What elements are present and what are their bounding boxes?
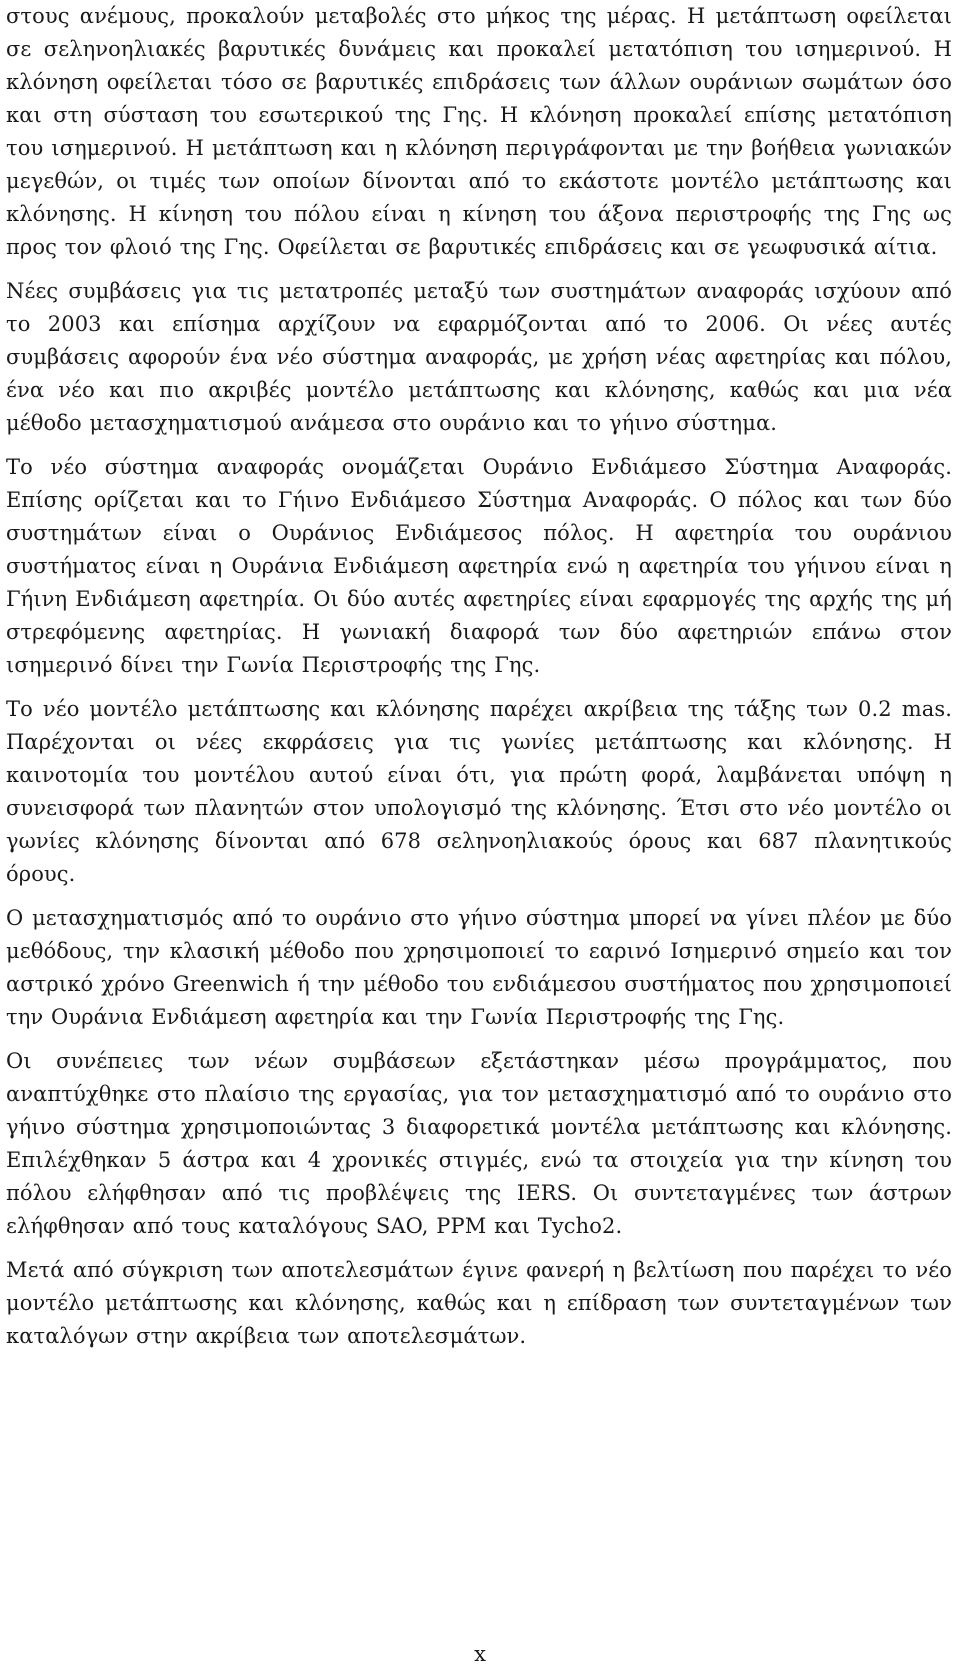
paragraph-new-conventions: Νέες συμβάσεις για τις μετατροπές μεταξύ των συστημάτων αναφοράς ισχύουν από το 2003 και επίσημα αρχίζουν να εφαρμόζονται από το 2006. Οι νέες αυτές συμβάσεις αφορούν ένα νέο σύστημα αναφοράς, με χρήση νέας αφετηρίας και πόλου, ένα νέο και πιο ακριβές μοντέλο μετάπτωσης και κλόνησης, καθώς και μια νέα μέθοδο μετασχηματισμού ανάμεσα στο ουράνιο και το γήινο σύστημα. [6,279,952,435]
paragraph-earth-rotation-effects: στους ανέμους, προκαλούν μεταβολές στο μήκος της μέρας. Η μετάπτωση οφείλεται σε σεληνοηλιακές βαρυτικές δυνάμεις και προκαλεί μετατόπιση του ισημερινού. Η κλόνηση οφείλεται τόσο σε βαρυτικές επιδράσεις των άλλων ουράνιων σωμάτων όσο και στη σύσταση του εσωτερικού της Γης. Η κλόνηση προκαλεί επίσης μετατόπιση του ισημερινού. Η μετάπτωση και η κλόνηση περιγράφονται με την βοήθεια γωνιακών μεγεθών, οι τιμές των οποίων δίνονται από το εκάστοτε μοντέλο μετάπτωσης και κλόνησης. Η κίνηση του πόλου είναι η κίνηση του άξονα περιστροφής της Γης ως προς τον φλοιό της Γης. Οφείλεται σε βαρυτικές επιδράσεις και σε γεωφυσικά αίτια. [6,4,952,259]
page-number: x [474,1642,486,1666]
document-body [6,0,952,1364]
paragraph-intermediate-reference-system: Το νέο σύστημα αναφοράς ονομάζεται Ουράνιο Ενδιάμεσο Σύστημα Αναφοράς. Επίσης ορίζεται και το Γήινο Ενδιάμεσο Σύστημα Αναφοράς. Ο πόλος και των δύο συστημάτων είναι ο Ουράνιος Ενδιάμεσος πόλος. Η αφετηρία του ουράνιου συστήματος είναι η Ουράνια Ενδιάμεση αφετηρία ενώ η αφετηρία του γήινου είναι η Γήινη Ενδιάμεση αφετηρία. Οι δύο αυτές αφετηρίες είναι εφαρμογές της αρχής της μή στρεφόμενης αφετηρίας. Η γωνιακή διαφορά των δύο αφετηριών επάνω στον ισημερινό δίνει την Γωνία Περιστροφής της Γης. [6,455,952,677]
paragraph-precession-nutation-model: Το νέο μοντέλο μετάπτωσης και κλόνησης παρέχει ακρίβεια της τάξης των 0.2 mas. Παρέχονται οι νέες εκφράσεις για τις γωνίες μετάπτωσης και κλόνησης. Η καινοτομία του μοντέλου αυτού είναι ότι, για πρώτη φορά, λαμβάνεται υπόψη η συνεισφορά των πλανητών στον υπολογισμό της κλόνησης. Έτσι στο νέο μοντέλο οι γωνίες κλόνησης δίνονται από 678 σεληνοηλιακούς όρους και 687 πλανητικούς όρους. [6,697,952,886]
paragraph-transformation-methods: Ο μετασχηματισμός από το ουράνιο στο γήινο σύστημα μπορεί να γίνει πλέον με δύο μεθόδους, την κλασική μέθοδο που χρησιμοποιεί το εαρινό Ισημερινό σημείο και τον αστρικό χρόνο Greenwich ή την μέθοδο του ενδιάμεσου συστήματος που χρησιμοποιεί την Ουράνια Ενδιάμεση αφετηρία και την Γωνία Περιστροφής της Γης. [6,906,952,1029]
paragraph-program-evaluation: Οι συνέπειες των νέων συμβάσεων εξετάστηκαν μέσω προγράμματος, που αναπτύχθηκε στο πλαίσιο της εργασίας, για τον μετασχηματισμό από το ουράνιο στο γήινο σύστημα χρησιμοποιώντας 3 διαφορετικά μοντέλα μετάπτωσης και κλόνησης. Επιλέχθηκαν 5 άστρα και 4 χρονικές στιγμές, ενώ τα στοιχεία για την κίνηση του πόλου ελήφθησαν από τις προβλέψεις της IERS. Οι συντεταγμένες των άστρων ελήφθησαν από τους καταλόγους SAO, PPM και Tycho2. [6,1049,952,1238]
paragraph-conclusion: Μετά από σύγκριση των αποτελεσμάτων έγινε φανερή η βελτίωση που παρέχει το νέο μοντέλο μετάπτωσης και κλόνησης, καθώς και η επίδραση των συντεταγμένων των καταλόγων στην ακρίβεια των αποτελεσμάτων. [6,1258,952,1348]
